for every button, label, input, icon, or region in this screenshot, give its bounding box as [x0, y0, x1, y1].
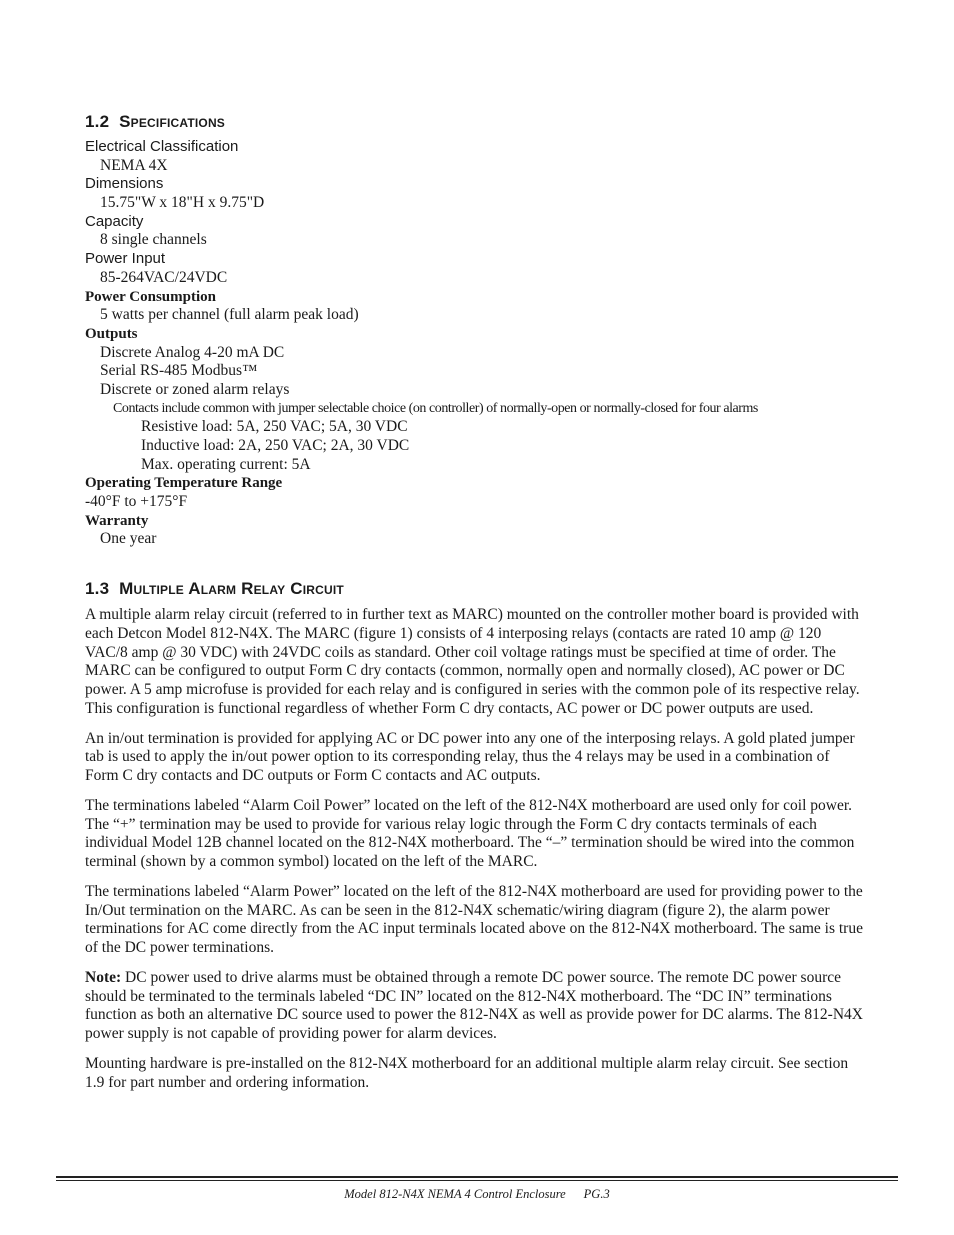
- footer-title: Model 812-N4X NEMA 4 Control Enclosure: [344, 1187, 566, 1201]
- spec-value: Resistive load: 5A, 250 VAC; 5A, 30 VDC: [141, 418, 408, 436]
- note-label: Note:: [85, 968, 122, 986]
- spec-label: Operating Temperature Range: [85, 475, 283, 492]
- section-title: Multiple Alarm Relay Circuit: [119, 579, 344, 598]
- spec-label: Outputs: [85, 325, 138, 342]
- spec-value: 5 watts per channel (full alarm peak load): [100, 306, 359, 324]
- spec-value: -40°F to +175°F: [85, 493, 188, 511]
- page-number: PG.3: [583, 1187, 610, 1201]
- spec-label: Power Input: [85, 250, 166, 268]
- spec-label: Electrical Classification: [85, 138, 239, 155]
- spec-label: Dimensions: [85, 175, 164, 193]
- paragraph: [85, 969, 867, 1044]
- specifications-list: [85, 138, 885, 549]
- spec-value: Serial RS-485 Modbus™: [100, 362, 258, 380]
- paragraph-text: The terminations labeled “Alarm Coil Power” located on the left of the 812-N4X motherboard are used only for coil power. The “+” termination may be used to provide for various relay logic through the Form C dry contacts terminals of each individual Model 12B channel located on the 812-N4X motherboard. The “–” termination should be wired into the common terminal (shown by a common symbol) located on the left of the MARC.: [85, 796, 855, 870]
- spec-value: NEMA 4X: [100, 156, 168, 174]
- spec-value: 8 single channels: [100, 231, 207, 249]
- paragraph: [85, 606, 867, 719]
- spec-label: Power Consumption: [85, 288, 216, 305]
- spec-value: Discrete Analog 4-20 mA DC: [100, 343, 285, 361]
- paragraph: [85, 1055, 867, 1093]
- spec-value: Contacts include common with jumper selectable choice (on controller) of normally-open or normally-closed for four alarms: [113, 400, 758, 416]
- paragraph: [85, 797, 867, 872]
- spec-value: Inductive load: 2A, 250 VAC; 2A, 30 VDC: [141, 437, 410, 454]
- spec-value: 85-264VAC/24VDC: [100, 268, 228, 286]
- page-footer: [0, 1187, 954, 1202]
- paragraph: [85, 883, 867, 958]
- spec-label: Capacity: [85, 212, 144, 230]
- paragraph-text: An in/out termination is provided for applying AC or DC power into any one of the interposing relays. A gold plated jumper tab is used to apply the in/out power option to its corresponding relay, thus the 4 relays may be used in a combination of Form C dry contacts and DC outputs or Form C contacts and AC outputs.: [85, 729, 855, 784]
- section-title: Specifications: [119, 112, 226, 131]
- spec-label: Warranty: [85, 512, 149, 529]
- section-heading-specifications: [85, 112, 225, 132]
- paragraph-text: The terminations labeled “Alarm Power” located on the left of the 812-N4X motherboard are used for providing power to the In/Out termination on the MARC. As can be seen in the 812-N4X schematic/wiring diagram (figure 2), the alarm power terminations for AC come directly from the AC input terminals located above on the 812-N4X motherboard. The same is true of the DC power terminations.: [85, 882, 863, 956]
- section-heading-marc: [85, 579, 344, 599]
- spec-value: One year: [100, 530, 157, 548]
- section-number: 1.3: [85, 579, 110, 598]
- spec-value: Max. operating current: 5A: [141, 455, 311, 473]
- spec-value: 15.75"W x 18"H x 9.75"D: [100, 194, 265, 212]
- footer-rule-thin: [56, 1180, 898, 1181]
- spec-value: Discrete or zoned alarm relays: [100, 380, 290, 398]
- marc-description: [85, 606, 867, 1103]
- footer-rule: [56, 1176, 898, 1178]
- paragraph-text: Mounting hardware is pre-installed on the 812-N4X motherboard for an additional multiple alarm relay circuit. See section 1.9 for part number and ordering information.: [85, 1054, 849, 1091]
- paragraph-text: DC power used to drive alarms must be obtained through a remote DC power source. The remote DC power source should be terminated to the terminals labeled “DC IN” located on the 812-N4X motherboard. The “DC IN” terminations function as both an alternative DC source used to power the 812-N4X as well as provide power for DC alarms. The 812-N4X power supply is not capable of providing power for alarm devices.: [85, 968, 863, 1042]
- section-number: 1.2: [85, 112, 110, 131]
- paragraph: [85, 730, 867, 786]
- paragraph-text: A multiple alarm relay circuit (referred to in further text as MARC) mounted on the controller mother board is provided with each Detcon Model 812-N4X. The MARC (figure 1) consists of 4 interposing relays (contacts are rated 10 amp @ 120 VAC/8 amp @ 30 VDC) with 24VDC coils as standard. Other coil voltage ratings must be specified at time of order. The MARC can be configured to output Form C dry contacts (common, normally open and normally closed), AC power or DC power. A 5 amp microfuse is provided for each relay and is configured in series with the common pole of its respective relay. This configuration is functional regardless of whether Form C dry contacts, AC power or DC power outputs are used.: [85, 606, 860, 717]
